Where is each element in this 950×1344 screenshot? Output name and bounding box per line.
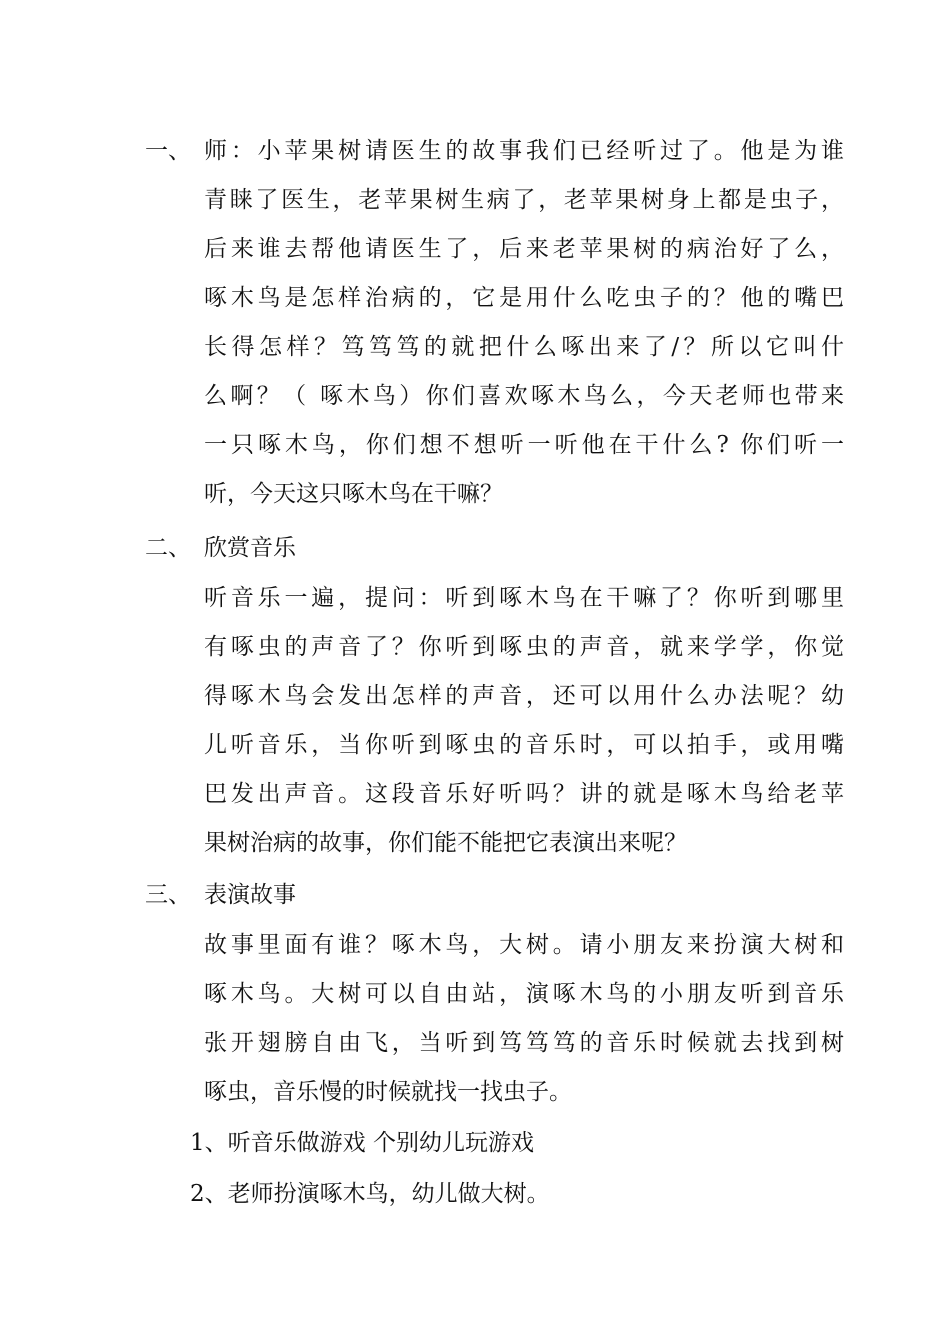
paragraph-line: 故事里面有谁？啄木鸟，大树。请小朋友来扮演大树和 <box>204 932 844 958</box>
paragraph-line: 有啄虫的声音了？你听到啄虫的声音，就来学学，你觉 <box>204 634 844 660</box>
paragraph-line: 啄虫，音乐慢的时候就找一找虫子。 <box>204 1079 572 1105</box>
paragraph-line: 听音乐一遍，提问：听到啄木鸟在干嘛了？你听到哪里 <box>204 585 844 611</box>
paragraph-line: 青睐了医生，老苹果树生病了，老苹果树身上都是虫子， <box>204 187 844 213</box>
paragraph-line: 师：小苹果树请医生的故事我们已经听过了。他是为谁 <box>204 138 844 164</box>
section-2-title: 欣赏音乐 <box>204 535 296 561</box>
paragraph-line: 啄木鸟。大树可以自由站，演啄木鸟的小朋友听到音乐 <box>204 981 844 1007</box>
section-3-title: 表演故事 <box>204 882 296 908</box>
section-2-body <box>204 574 844 868</box>
paragraph-line: 啄木鸟是怎样治病的，它是用什么吃虫子的？他的嘴巴 <box>204 285 844 311</box>
paragraph-line: 巴发出声音。这段音乐好听吗？讲的就是啄木鸟给老苹 <box>204 781 844 807</box>
section-1-body <box>204 127 844 519</box>
section-2-marker: 二、 <box>145 535 191 561</box>
paragraph-line: 后来谁去帮他请医生了，后来老苹果树的病治好了么， <box>204 236 844 262</box>
paragraph-line: 么啊？（ 啄木鸟）你们喜欢啄木鸟么，今天老师也带来 <box>204 383 844 409</box>
paragraph-line: 一只啄木鸟，你们想不想听一听他在干什么? 你们听一 <box>204 432 844 458</box>
paragraph-line: 果树治病的故事，你们能不能把它表演出来呢？ <box>204 830 687 856</box>
paragraph-line: 儿听音乐，当你听到啄虫的音乐时，可以拍手，或用嘴 <box>204 732 844 758</box>
paragraph-line: 长得怎样？笃笃笃的就把什么啄出来了/？所以它叫什 <box>204 334 844 360</box>
section-1-marker: 一、 <box>145 138 191 164</box>
paragraph-line: 听，今天这只啄木鸟在干嘛？ <box>204 481 503 507</box>
section-3-marker: 三、 <box>145 882 191 908</box>
sub-item-2: 2、老师扮演啄木鸟，幼儿做大树。 <box>190 1181 550 1207</box>
sub-item-1: 1、听音乐做游戏 个别幼儿玩游戏 <box>190 1130 534 1156</box>
section-3-body <box>204 921 844 1117</box>
paragraph-line: 得啄木鸟会发出怎样的声音，还可以用什么办法呢？幼 <box>204 683 844 709</box>
paragraph-line: 张开翅膀自由飞，当听到笃笃笃的音乐时候就去找到树 <box>204 1030 844 1056</box>
